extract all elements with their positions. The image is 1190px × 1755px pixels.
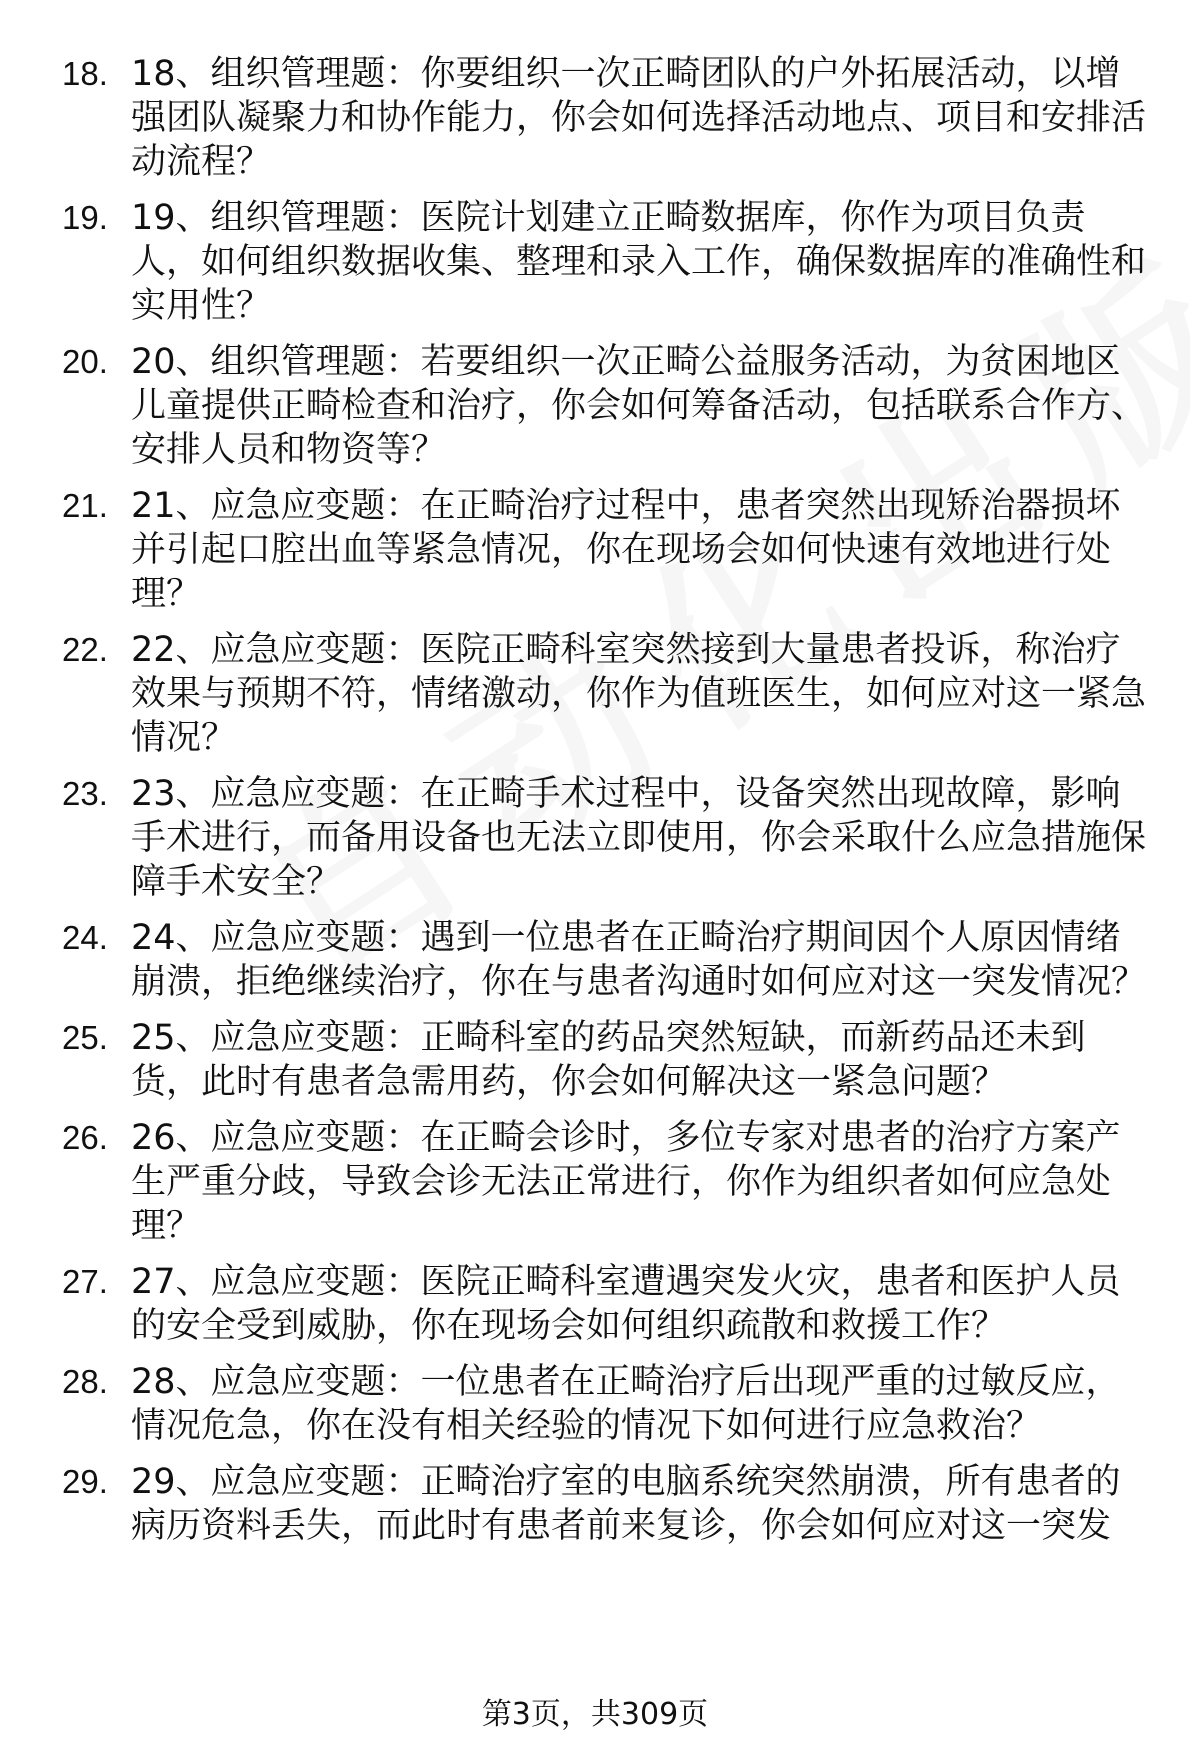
question-number: 26.	[62, 1119, 108, 1156]
question-item	[62, 916, 1152, 1004]
question-text: 21、应急应变题：在正畸治疗过程中，患者突然出现矫治器损坏并引起口腔出血等紧急情况，你在现场会如何快速有效地进行处理？	[131, 486, 1121, 614]
question-number: 23.	[62, 775, 108, 812]
question-number: 29.	[62, 1463, 108, 1500]
question-item	[62, 484, 1152, 616]
question-list	[62, 52, 1152, 1560]
question-item	[62, 1260, 1152, 1348]
question-number: 28.	[62, 1363, 108, 1400]
question-item	[62, 52, 1152, 184]
question-item	[62, 628, 1152, 760]
question-text: 28、应急应变题：一位患者在正畸治疗后出现严重的过敏反应，情况危急，你在没有相关经验的情况下如何进行应急救治？	[131, 1362, 1121, 1446]
question-number: 27.	[62, 1263, 108, 1300]
question-item	[62, 1460, 1152, 1548]
question-text: 29、应急应变题：正畸治疗室的电脑系统突然崩溃，所有患者的病历资料丢失，而此时有患者前来复诊，你会如何应对这一突发	[131, 1462, 1121, 1546]
question-number: 18.	[62, 55, 108, 92]
question-text: 26、应急应变题：在正畸会诊时，多位专家对患者的治疗方案产生严重分歧，导致会诊无法正常进行，你作为组织者如何应急处理？	[131, 1118, 1121, 1246]
question-item	[62, 1016, 1152, 1104]
question-text: 27、应急应变题：医院正畸科室遭遇突发火灾，患者和医护人员的安全受到威胁，你在现场会如何组织疏散和救援工作？	[131, 1262, 1121, 1346]
question-text: 22、应急应变题：医院正畸科室突然接到大量患者投诉，称治疗效果与预期不符，情绪激动，你作为值班医生，如何应对这一紧急情况？	[131, 630, 1147, 758]
question-text: 18、组织管理题：你要组织一次正畸团队的户外拓展活动，以增强团队凝聚力和协作能力，你会如何选择活动地点、项目和安排活动流程？	[131, 54, 1147, 182]
question-item	[62, 1116, 1152, 1248]
question-text: 19、组织管理题：医院计划建立正畸数据库，你作为项目负责人，如何组织数据收集、整理和录入工作，确保数据库的准确性和实用性？	[131, 198, 1147, 326]
question-text: 25、应急应变题：正畸科室的药品突然短缺，而新药品还未到货，此时有患者急需用药，你会如何解决这一紧急问题？	[131, 1018, 1086, 1102]
question-item	[62, 340, 1152, 472]
question-text: 24、应急应变题：遇到一位患者在正畸治疗期间因个人原因情绪崩溃，拒绝继续治疗，你在与患者沟通时如何应对这一突发情况？	[131, 918, 1147, 1002]
page-number-label: 第3页，共309页	[481, 1697, 709, 1732]
question-number: 21.	[62, 487, 108, 524]
question-number: 22.	[62, 631, 108, 668]
question-number: 20.	[62, 343, 108, 380]
question-item	[62, 1360, 1152, 1448]
question-number: 19.	[62, 199, 108, 236]
question-text: 20、组织管理题：若要组织一次正畸公益服务活动，为贫困地区儿童提供正畸检查和治疗，你会如何筹备活动，包括联系合作方、安排人员和物资等？	[131, 342, 1147, 470]
question-number: 24.	[62, 919, 108, 956]
question-number: 25.	[62, 1019, 108, 1056]
page-footer	[0, 1695, 1190, 1735]
question-item	[62, 772, 1152, 904]
question-item	[62, 196, 1152, 328]
question-text: 23、应急应变题：在正畸手术过程中，设备突然出现故障，影响手术进行，而备用设备也无法立即使用，你会采取什么应急措施保障手术安全？	[131, 774, 1147, 902]
